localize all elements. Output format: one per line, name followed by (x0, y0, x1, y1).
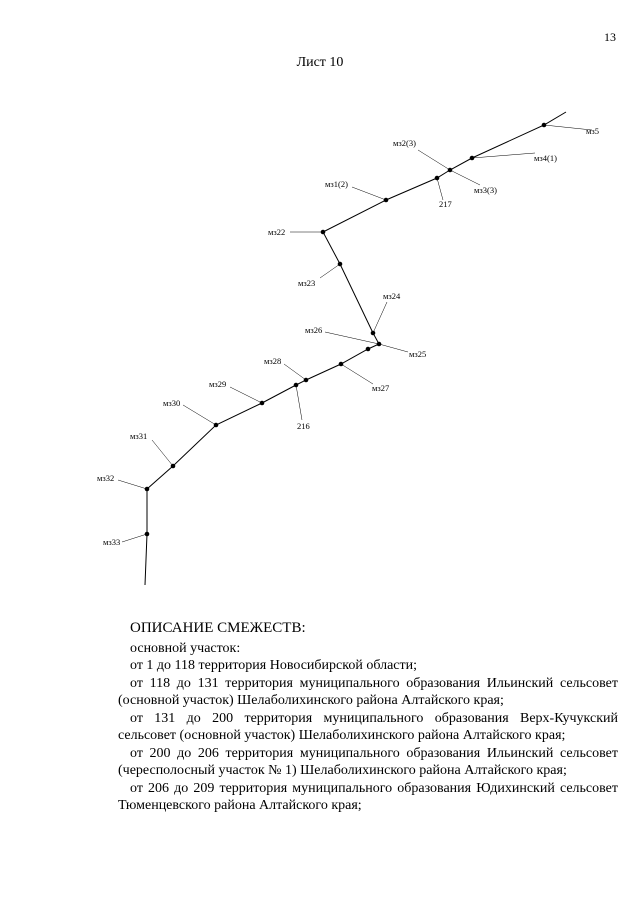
boundary-line (145, 112, 566, 585)
point-labels (97, 126, 599, 547)
point-label: мз4(1) (534, 153, 557, 163)
point-label: мз26 (305, 325, 323, 335)
adjacency-description (118, 620, 618, 815)
point-label: мз32 (97, 473, 115, 483)
boundary-point (448, 168, 453, 173)
boundary-point (294, 383, 299, 388)
boundary-point (145, 532, 150, 537)
boundary-point (470, 156, 475, 161)
point-label: мз3(3) (474, 185, 497, 195)
boundary-point (339, 362, 344, 367)
boundary-point (260, 401, 265, 406)
point-label: мз23 (298, 278, 316, 288)
description-heading: ОПИСАНИЕ СМЕЖЕСТВ: (130, 620, 306, 636)
point-label: мз24 (383, 291, 401, 301)
point-label: мз31 (130, 431, 148, 441)
description-paragraph: от 118 до 131 территория муниципального образования Ильинский сельсовет (основной участок) Шелаболихинского района Алтайского края; (118, 675, 618, 708)
point-label: мз1(2) (325, 179, 348, 189)
boundary-point (145, 487, 150, 492)
boundary-point (435, 176, 440, 181)
description-paragraph: от 206 до 209 территория муниципального образования Юдихинский сельсовет Тюменцевского района Алтайского края; (118, 780, 618, 813)
leader-lines (118, 125, 592, 542)
page-number: 13 (604, 30, 616, 44)
boundary-point (377, 342, 382, 347)
point-label: мз27 (372, 383, 390, 393)
point-label: 217 (439, 199, 452, 209)
sheet-title: Лист 10 (296, 55, 344, 70)
point-label: мз29 (209, 379, 227, 389)
boundary-point (321, 230, 326, 235)
description-paragraph: от 1 до 118 территория Новосибирской области; (130, 658, 418, 673)
boundary-point (371, 331, 376, 336)
point-label: мз2(3) (393, 138, 416, 148)
boundary-point (366, 347, 371, 352)
point-label: мз30 (163, 398, 181, 408)
boundary-point (338, 262, 343, 267)
point-label: мз33 (103, 537, 121, 547)
description-paragraph: от 131 до 200 территория муниципального образования Верх-Кучукский сельсовет (основной участок) Шелаболихинского района Алтайского края; (118, 710, 618, 743)
description-paragraph: от 200 до 206 территория муниципального образования Ильинский сельсовет (чересполосный участок № 1) Шелаболихинского района Алтайского края; (118, 745, 618, 778)
boundary-point (542, 123, 547, 128)
boundary-point (171, 464, 176, 469)
description-paragraph: основной участок: (130, 640, 241, 656)
boundary-point (304, 378, 309, 383)
point-label: мз28 (264, 356, 282, 366)
point-label: мз5 (586, 126, 599, 136)
point-label: 216 (297, 421, 310, 431)
point-label: мз22 (268, 227, 286, 237)
boundary-point (214, 423, 219, 428)
point-label: мз25 (409, 349, 427, 359)
boundary-point (384, 198, 389, 203)
